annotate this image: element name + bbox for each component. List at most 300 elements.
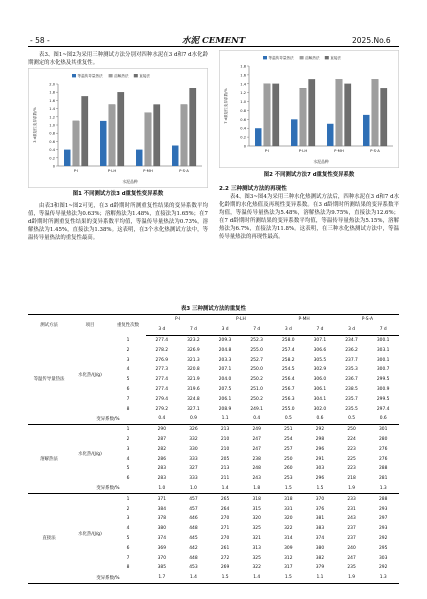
value-cell: 317 — [284, 565, 293, 571]
method-cell: 溶解热法 — [28, 424, 70, 494]
cv-value-cell: 1.9 — [336, 573, 368, 583]
repeat-index-cell: 5 — [126, 466, 130, 472]
value-cell: 280 — [378, 436, 388, 442]
value-cell: 312 — [284, 555, 293, 561]
value-cell: 297.4 — [376, 406, 390, 412]
repeat-index-cell: 8 — [126, 406, 130, 412]
value-cell: 277.3 — [155, 367, 169, 373]
value-cell: 379 — [315, 565, 325, 571]
repeat-index-cell: 4 — [126, 367, 130, 373]
value-cell: 208.9 — [218, 406, 232, 412]
figure-2-caption: 图2 不同测试方法7 d重复性变异系数 — [263, 172, 355, 178]
value-cell: 277.4 — [155, 337, 169, 343]
legend-swatch — [300, 56, 304, 59]
cv-value-cell: 1.5 — [304, 484, 336, 494]
cv-value-cell: 0.6 — [304, 414, 336, 424]
value-cell: 300.7 — [376, 367, 390, 373]
value-cell: 320 — [252, 516, 261, 522]
value-cell: 264 — [220, 506, 230, 512]
value-cell: 254 — [284, 436, 293, 442]
repeat-index-cell: 8 — [126, 565, 130, 571]
value-cell: 256.3 — [282, 396, 295, 402]
value-cell: 380 — [315, 545, 325, 551]
y-tick-label: 1.2 — [49, 115, 55, 120]
value-cell: 299.5 — [376, 377, 390, 383]
value-cell: 235.3 — [345, 367, 358, 373]
repeat-index-cell: 6 — [126, 545, 130, 551]
right-reproducibility-paragraph: 表4、图3~图4为采用三种水化热测试方法后，四种水泥在3 d和7 d水化龄期的水化热值及再现性变异系数。在3 d龄期时所测结果的变异系数平均值，等温传导量热法为5.48%，溶解热法为9.75%，直接法为12.6%；在7 d龄期时所测结果的变异系数平均值，等温传导量热法为5.15%，溶解热法为6.7%，直接法为11.8%。这表明，在三种水化热测试方法中，等温传导量热法的再现性最高。 — [219, 194, 399, 240]
y-axis-label: 7 d重复性变异系数/% — [224, 88, 228, 124]
value-cell: 260 — [284, 466, 293, 472]
bar — [64, 150, 70, 166]
cv-value-cell: 1.0 — [178, 484, 210, 494]
repeat-index-cell: 4 — [126, 456, 130, 462]
value-cell: 333 — [189, 456, 198, 462]
value-cell: 225 — [347, 456, 356, 462]
value-cell: 223 — [347, 466, 356, 472]
value-cell: 213 — [220, 466, 230, 472]
y-tick-label: 1.2 — [240, 91, 246, 96]
legend-swatch — [325, 56, 329, 59]
value-cell: 235.5 — [345, 406, 358, 412]
value-cell: 211 — [220, 476, 230, 482]
value-cell: 243 — [252, 476, 261, 482]
left-intro-paragraph: 表3、图1~图2为采用三种测试方法分别对四种水泥在3 d和7 d水化龄期测定的水化热及其重复性。 — [28, 52, 208, 66]
value-cell: 322 — [284, 526, 293, 532]
value-cell: 276 — [378, 456, 388, 462]
cv-row — [28, 573, 399, 583]
value-cell: 210 — [220, 446, 230, 452]
bar — [136, 150, 142, 166]
value-cell: 271 — [220, 526, 230, 532]
value-cell: 290 — [157, 427, 166, 433]
value-cell: 326 — [189, 427, 198, 433]
bar — [345, 84, 351, 146]
value-cell: 331 — [284, 506, 293, 512]
value-cell: 204.0 — [218, 377, 232, 383]
value-cell: 261 — [220, 545, 230, 551]
value-cell: 287 — [157, 436, 166, 442]
cv-value-cell: 0.4 — [146, 414, 178, 424]
bar — [145, 113, 151, 166]
figure-1-caption: 图1 不同测试方法3 d重复性变异系数 — [72, 191, 164, 197]
legend-swatch — [134, 74, 138, 77]
value-cell: 381 — [315, 516, 325, 522]
repeat-index-cell: 5 — [126, 377, 130, 383]
cv-value-cell: 1.8 — [241, 484, 273, 494]
value-cell: 369 — [157, 545, 166, 551]
cv-value-cell: 0.6 — [367, 414, 399, 424]
value-cell: 237.7 — [345, 357, 358, 363]
value-cell: 250.2 — [250, 377, 263, 383]
value-cell: 278.2 — [155, 347, 169, 353]
bar — [300, 88, 306, 146]
cv-value-cell: 1.3 — [367, 573, 399, 583]
legend-swatch — [109, 74, 113, 77]
value-cell: 457 — [189, 496, 198, 502]
x-tick-label: P·Ⅰ — [73, 168, 79, 173]
age-header: 3 d — [273, 325, 305, 335]
table-row — [28, 424, 399, 434]
cv-row — [28, 414, 399, 424]
value-cell: 380 — [157, 526, 166, 532]
section-2-2-heading: 2.2 三种测试方法的再现性 — [219, 186, 287, 192]
value-cell: 303 — [378, 555, 388, 561]
value-cell: 306.1 — [313, 386, 327, 392]
y-tick-label: 1.6 — [49, 98, 55, 103]
value-cell: 237 — [347, 526, 356, 532]
x-tick-label: P·S·A — [179, 168, 189, 173]
cv-value-cell: 1.5 — [273, 573, 305, 583]
value-cell: 448 — [189, 526, 198, 532]
y-tick-label: 1.4 — [240, 82, 246, 87]
table-row — [28, 335, 399, 345]
y-tick-label: 1.8 — [49, 90, 55, 95]
bar — [181, 105, 187, 167]
cv-value-cell: 1.4 — [178, 573, 210, 583]
legend-label: 等温传导量热法 — [268, 56, 294, 61]
value-cell: 315 — [252, 506, 261, 512]
repeat-index-cell: 2 — [126, 347, 130, 353]
cv-value-cell: 1.3 — [367, 484, 399, 494]
value-cell: 370 — [157, 555, 166, 561]
y-tick-label: 2.0 — [49, 82, 55, 87]
value-cell: 318 — [252, 496, 261, 502]
value-cell: 276.9 — [155, 357, 169, 363]
cv-value-cell: 1.4 — [241, 573, 273, 583]
value-cell: 277.4 — [155, 377, 169, 383]
value-cell: 291 — [315, 456, 325, 462]
cv-value-cell: 1.1 — [209, 414, 241, 424]
value-cell: 300.1 — [376, 357, 390, 363]
y-tick-label: 1.4 — [49, 107, 55, 112]
value-cell: 378 — [157, 516, 166, 522]
bar — [273, 84, 279, 146]
value-cell: 235 — [347, 565, 356, 571]
y-axis-label: 3 d重复性变异系数/% — [33, 107, 37, 143]
bar — [264, 84, 270, 146]
bar — [372, 79, 378, 146]
age-header: 3 d — [336, 325, 368, 335]
value-cell: 313 — [252, 545, 261, 551]
value-cell: 252.3 — [250, 337, 263, 343]
value-cell: 302.9 — [313, 367, 327, 373]
value-cell: 203.3 — [218, 357, 232, 363]
legend-swatch — [72, 74, 76, 77]
value-cell: 298 — [315, 436, 325, 442]
value-cell: 384 — [157, 506, 166, 512]
value-cell: 251.0 — [250, 386, 263, 392]
col-repeat-header: 重复性次数 — [110, 315, 146, 336]
value-cell: 383 — [315, 526, 325, 532]
age-header: 7 d — [178, 325, 210, 335]
value-cell: 265 — [220, 496, 230, 502]
cv-value-cell: 1.7 — [146, 573, 178, 583]
value-cell: 204.8 — [218, 347, 232, 353]
value-cell: 270 — [220, 516, 230, 522]
bar — [381, 88, 387, 146]
cv-value-cell: 1.5 — [273, 484, 305, 494]
value-cell: 250 — [347, 427, 356, 433]
value-cell: 240 — [347, 545, 356, 551]
value-cell: 374 — [315, 535, 325, 541]
value-cell: 210 — [220, 436, 230, 442]
value-cell: 321.9 — [187, 377, 200, 383]
value-cell: 296 — [315, 446, 325, 452]
value-cell: 247 — [252, 446, 261, 452]
value-cell: 293 — [378, 526, 388, 532]
item-cell: 水化热/(J/g) — [78, 372, 102, 378]
value-cell: 282 — [157, 446, 166, 452]
repeat-index-cell: 1 — [126, 496, 130, 502]
cv-value-cell: 1.5 — [209, 573, 241, 583]
age-header: 3 d — [209, 325, 241, 335]
value-cell: 256.4 — [282, 377, 295, 383]
value-cell: 255.0 — [282, 406, 295, 412]
value-cell: 292 — [378, 535, 388, 541]
x-axis-label: 水泥品种 — [122, 179, 138, 184]
value-cell: 248 — [252, 466, 261, 472]
y-tick-label: 1.0 — [240, 100, 246, 105]
bar — [100, 121, 106, 166]
cement-header-psa: P·S·A — [336, 315, 399, 325]
x-tick-label: P·LH — [107, 168, 117, 173]
legend-label: 等温传导量热法 — [77, 74, 103, 79]
value-cell: 251 — [284, 427, 293, 433]
value-cell: 270 — [220, 535, 230, 541]
value-cell: 250 — [284, 456, 293, 462]
legend-label: 溶解热法 — [305, 56, 320, 61]
value-cell: 247 — [252, 436, 261, 442]
value-cell: 209.3 — [218, 337, 232, 343]
cv-row — [28, 484, 399, 494]
item-cell: 水化热/(J/g) — [78, 531, 102, 537]
value-cell: 236.2 — [345, 347, 358, 353]
x-tick-label: P·S·A — [370, 148, 380, 153]
value-cell: 306.0 — [313, 377, 327, 383]
cv-value-cell: 1.0 — [146, 484, 178, 494]
repeat-index-cell: 6 — [126, 476, 130, 482]
age-header: 7 d — [304, 325, 336, 335]
value-cell: 385 — [157, 565, 166, 571]
y-tick-label: 0.8 — [240, 108, 246, 113]
value-cell: 247 — [347, 555, 356, 561]
value-cell: 303.1 — [376, 347, 390, 353]
value-cell: 253 — [284, 476, 293, 482]
y-tick-label: 1.6 — [240, 73, 246, 78]
legend-label: 溶解热法 — [114, 74, 129, 79]
value-cell: 303 — [315, 466, 325, 472]
x-tick-label: P·Ⅰ — [264, 148, 270, 153]
bar — [255, 128, 261, 146]
value-cell: 445 — [189, 535, 198, 541]
value-cell: 213 — [220, 427, 230, 433]
value-cell: 277.4 — [155, 386, 169, 392]
value-cell: 252.7 — [250, 357, 263, 363]
cv-value-cell: 0.5 — [336, 414, 368, 424]
left-repeatability-paragraph: 由表3和图1~图2可见，在3 d龄期时所测重复性结果的变异系数平均值，等温传导量热法为0.63%；溶解热法为1.48%，直接法为1.65%；在7 d龄期时所测重复性结果的变异系数平均值，等温传导量热法为0.73%，溶解热法为1.45%，直接法为1.38%。这表明，在3个水化热测试方法中，等温传导量热法的重复性最高。 — [28, 203, 208, 241]
value-cell: 238.5 — [345, 386, 358, 392]
value-cell: 448 — [189, 555, 198, 561]
value-cell: 457 — [189, 506, 198, 512]
age-header: 7 d — [367, 325, 399, 335]
cv-value-cell: 1.4 — [209, 484, 241, 494]
value-cell: 292 — [315, 427, 325, 433]
value-cell: 376 — [315, 506, 325, 512]
value-cell: 258.2 — [282, 357, 295, 363]
value-cell: 231 — [347, 506, 356, 512]
value-cell: 272 — [220, 555, 230, 561]
bar — [118, 92, 124, 166]
value-cell: 249 — [252, 427, 261, 433]
figure-1-chart — [28, 68, 208, 188]
bar — [154, 105, 160, 167]
value-cell: 295 — [378, 545, 388, 551]
bar — [172, 146, 178, 167]
method-cell: 等温传导量热法 — [28, 335, 70, 424]
table-row — [28, 494, 399, 504]
value-cell: 236.7 — [345, 377, 358, 383]
value-cell: 323.2 — [187, 337, 200, 343]
x-tick-label: P·LH — [298, 148, 308, 153]
page-number: - 58 - — [30, 36, 50, 45]
value-cell: 306.6 — [313, 347, 327, 353]
value-cell: 446 — [189, 516, 198, 522]
repeat-index-cell: 3 — [126, 446, 130, 452]
col-method-header: 测试方法 — [28, 315, 70, 336]
repeat-index-cell: 5 — [126, 535, 130, 541]
value-cell: 321.3 — [187, 357, 200, 363]
value-cell: 302.0 — [313, 406, 327, 412]
repeat-index-cell: 1 — [126, 427, 130, 433]
cv-value-cell: 1.9 — [336, 484, 368, 494]
value-cell: 269 — [220, 565, 230, 571]
value-cell: 288 — [378, 466, 388, 472]
value-cell: 305.5 — [313, 357, 327, 363]
y-tick-label: 0.8 — [49, 131, 55, 136]
method-cell: 直接法 — [28, 494, 70, 583]
value-cell: 233 — [347, 496, 356, 502]
bar — [190, 88, 196, 166]
value-cell: 250.0 — [250, 367, 263, 373]
value-cell: 333 — [189, 476, 198, 482]
y-tick-label: 0.6 — [49, 139, 55, 144]
cement-header-plh: P·LH — [209, 315, 272, 325]
value-cell: 250.2 — [250, 396, 263, 402]
value-cell: 371 — [157, 496, 166, 502]
value-cell: 322 — [252, 565, 261, 571]
value-cell: 314 — [284, 535, 293, 541]
repeat-index-cell: 3 — [126, 516, 130, 522]
value-cell: 235.7 — [345, 396, 358, 402]
repeat-index-cell: 2 — [126, 436, 130, 442]
value-cell: 327 — [189, 466, 198, 472]
figure-2-chart — [219, 50, 399, 168]
value-cell: 207.5 — [218, 386, 232, 392]
value-cell: 286 — [157, 456, 166, 462]
value-cell: 325 — [252, 555, 261, 561]
value-cell: 370 — [315, 496, 325, 502]
issue-number: 2025.No.6 — [352, 36, 391, 45]
repeat-index-cell: 7 — [126, 396, 130, 402]
value-cell: 299.5 — [376, 396, 390, 402]
repeat-index-cell: 7 — [126, 555, 130, 561]
value-cell: 293 — [378, 506, 388, 512]
value-cell: 453 — [189, 565, 198, 571]
value-cell: 309 — [284, 545, 293, 551]
value-cell: 237 — [347, 535, 356, 541]
value-cell: 279.2 — [155, 406, 169, 412]
cement-header-p1: P·Ⅰ — [146, 315, 209, 325]
value-cell: 382 — [315, 555, 325, 561]
cv-label-cell: 变异系数/% — [70, 484, 146, 494]
value-cell: 442 — [189, 545, 198, 551]
value-cell: 326.9 — [187, 347, 200, 353]
journal-name: 水泥 CEMENT — [182, 36, 246, 46]
value-cell: 257 — [284, 446, 293, 452]
col-item-header: 项目 — [70, 315, 110, 336]
value-cell: 304.1 — [313, 396, 327, 402]
value-cell: 283 — [157, 476, 166, 482]
value-cell: 292 — [378, 565, 388, 571]
value-cell: 332 — [189, 436, 198, 442]
value-cell: 320.8 — [187, 367, 200, 373]
value-cell: 307.1 — [313, 337, 327, 343]
y-tick-label: 1.8 — [240, 64, 246, 69]
bar — [363, 115, 369, 146]
cv-label-cell: 变异系数/% — [70, 414, 146, 424]
value-cell: 325 — [252, 526, 261, 532]
y-tick-label: 0.6 — [240, 117, 246, 122]
legend-label: 直接法 — [139, 74, 151, 79]
header-rule — [28, 46, 399, 47]
value-cell: 234.7 — [345, 337, 358, 343]
value-cell: 255.0 — [250, 347, 263, 353]
value-cell: 258.0 — [282, 337, 295, 343]
repeat-index-cell: 2 — [126, 506, 130, 512]
value-cell: 297 — [378, 516, 388, 522]
cv-label-cell: 变异系数/% — [70, 573, 146, 583]
table-3-caption: 表3 三种测试方法的重复性 — [181, 306, 246, 312]
bar — [73, 121, 79, 166]
legend-label: 直接法 — [330, 56, 342, 61]
value-cell: 296 — [315, 476, 325, 482]
repeat-index-cell: 4 — [126, 526, 130, 532]
repeat-index-cell: 6 — [126, 386, 130, 392]
value-cell: 318 — [284, 496, 293, 502]
y-tick-label: 0.4 — [49, 148, 55, 153]
value-cell: 223 — [347, 446, 356, 452]
age-header: 3 d — [146, 325, 178, 335]
bar — [291, 119, 297, 146]
value-cell: 279.4 — [155, 396, 169, 402]
value-cell: 300.9 — [376, 386, 390, 392]
value-cell: 243 — [347, 516, 356, 522]
value-cell: 207.1 — [218, 367, 232, 373]
bar — [82, 96, 88, 166]
value-cell: 283 — [157, 466, 166, 472]
y-tick-label: 0.4 — [240, 126, 246, 131]
cv-value-cell: 0.4 — [241, 414, 273, 424]
x-tick-label: P·MH — [143, 168, 153, 173]
value-cell: 320 — [284, 516, 293, 522]
cement-header-pmh: P·MH — [273, 315, 336, 325]
y-tick-label: 0.2 — [240, 135, 246, 140]
bar — [327, 124, 333, 146]
value-cell: 276 — [378, 446, 388, 452]
bar — [109, 105, 115, 167]
value-cell: 374 — [157, 535, 166, 541]
